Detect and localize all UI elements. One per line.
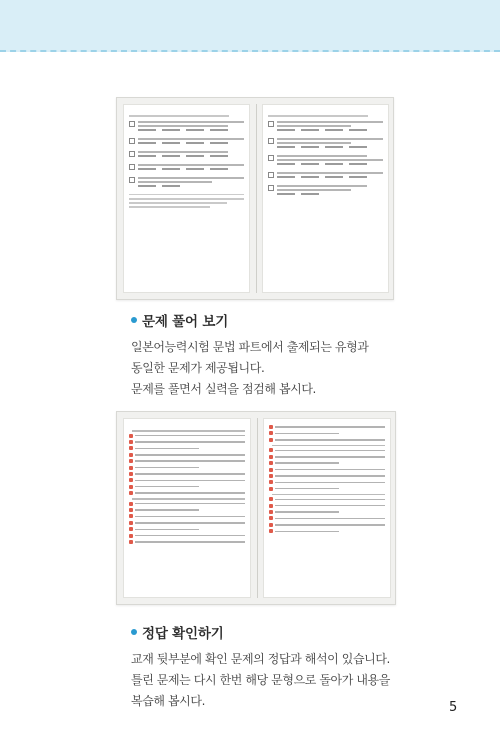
practice-line: 동일한 문제가 제공됩니다. (131, 361, 265, 375)
answer-pages-thumbnail (116, 411, 396, 605)
answers-line: 복습해 봅시다. (131, 694, 205, 708)
practice-right-page (262, 104, 389, 293)
answers-description (131, 649, 461, 712)
answers-heading: 정답 확인하기 (142, 626, 224, 642)
answer-right-page (263, 418, 391, 598)
practice-description (131, 337, 461, 400)
top-band (0, 0, 500, 52)
answers-section (131, 622, 461, 712)
practice-left-page (123, 104, 250, 293)
answer-left-page (123, 418, 251, 598)
practice-line: 일본어능력시험 문법 파트에서 출제되는 유형과 (131, 340, 369, 354)
answers-line: 교재 뒷부분에 확인 문제의 정답과 해석이 있습니다. (131, 652, 390, 666)
bullet-icon (131, 629, 137, 635)
practice-section (131, 310, 461, 400)
practice-heading: 문제 풀어 보기 (142, 314, 229, 330)
practice-line: 문제를 풀면서 실력을 점검해 봅시다. (131, 382, 316, 396)
answers-line: 틀린 문제는 다시 한번 해당 문형으로 돌아가 내용을 (131, 673, 390, 687)
bullet-icon (131, 317, 137, 323)
page-number: 5 (449, 700, 458, 715)
practice-pages-thumbnail (116, 97, 394, 300)
